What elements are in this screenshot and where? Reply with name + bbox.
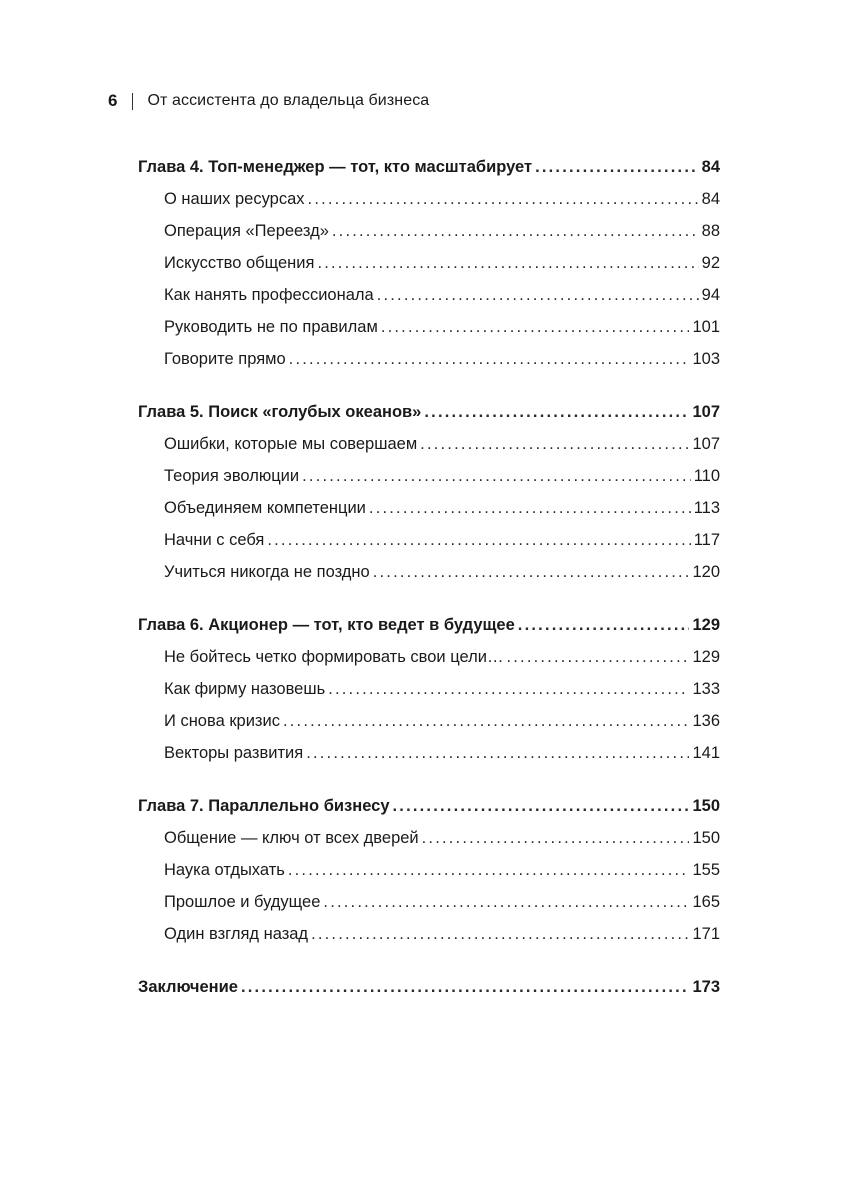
toc-chapter-heading[interactable] — [138, 971, 720, 1003]
toc-chapter-title: Заключение — [138, 978, 238, 996]
dot-leader — [302, 460, 691, 492]
toc-section[interactable] — [138, 492, 720, 524]
book-title: От ассистента до владельца бизнеса — [147, 92, 430, 109]
toc-page-number: 129 — [692, 648, 720, 666]
toc-chapter-title: Глава 4. Топ-менеджер — тот, кто масштабирует — [138, 158, 533, 176]
toc-chapter-title: Глава 7. Параллельно бизнесу — [138, 797, 390, 815]
toc-section[interactable] — [138, 460, 720, 492]
toc-conclusion — [138, 971, 720, 1003]
table-of-contents — [138, 151, 720, 1024]
toc-page-number: 120 — [692, 563, 720, 581]
dot-leader — [311, 918, 689, 950]
dot-leader — [267, 524, 690, 556]
dot-leader — [328, 673, 689, 705]
dot-leader — [506, 641, 689, 673]
toc-section-title: И снова кризис — [164, 712, 280, 730]
toc-chapter-heading[interactable] — [138, 790, 720, 822]
toc-section-title: Операция «Переезд» — [164, 222, 329, 240]
toc-section-title: Руководить не по правилам — [164, 318, 378, 336]
dot-leader — [332, 215, 699, 247]
dot-leader — [323, 886, 689, 918]
toc-section[interactable] — [138, 183, 720, 215]
toc-section-title: Общение — ключ от всех дверей — [164, 829, 419, 847]
toc-chapter-heading[interactable] — [138, 609, 720, 641]
toc-page-number: 141 — [692, 744, 720, 762]
dot-leader — [422, 822, 690, 854]
toc-section[interactable] — [138, 247, 720, 279]
toc-section-title: Наука отдыхать — [164, 861, 285, 879]
toc-page-number: 117 — [693, 531, 720, 549]
dot-leader — [308, 183, 699, 215]
toc-page-number: 129 — [692, 616, 720, 634]
toc-section-title: Один взгляд назад — [164, 925, 309, 943]
toc-section[interactable] — [138, 737, 720, 769]
toc-page-number: 92 — [701, 254, 720, 272]
toc-page-number: 150 — [692, 829, 720, 847]
toc-section-title: Не бойтесь четко формировать свои цели… — [164, 648, 504, 666]
page-number: 6 — [108, 91, 118, 110]
toc-section[interactable] — [138, 215, 720, 247]
toc-section[interactable] — [138, 428, 720, 460]
dot-leader — [373, 556, 690, 588]
dot-leader — [518, 609, 690, 641]
toc-page-number: 107 — [692, 435, 720, 453]
dot-leader — [241, 971, 690, 1003]
dot-leader — [420, 428, 689, 460]
toc-page-number: 155 — [692, 861, 720, 879]
toc-section-title: Векторы развития — [164, 744, 304, 762]
toc-section[interactable] — [138, 343, 720, 375]
running-head — [108, 89, 429, 113]
toc-section[interactable] — [138, 918, 720, 950]
toc-chapter-heading[interactable] — [138, 151, 720, 183]
toc-chapter-4 — [138, 151, 720, 375]
dot-leader — [306, 737, 689, 769]
toc-section[interactable] — [138, 673, 720, 705]
dot-leader — [369, 492, 691, 524]
toc-page-number: 84 — [701, 158, 720, 176]
dot-leader — [377, 279, 699, 311]
toc-section-title: Прошлое и будущее — [164, 893, 321, 911]
toc-page-number: 107 — [692, 403, 720, 421]
toc-page-number: 110 — [693, 467, 720, 485]
toc-chapter-6 — [138, 609, 720, 769]
toc-section[interactable] — [138, 886, 720, 918]
toc-section-title: Теория эволюции — [164, 467, 300, 485]
toc-page-number: 113 — [693, 499, 720, 517]
dot-leader — [283, 705, 690, 737]
header-divider — [132, 93, 133, 110]
toc-chapter-heading[interactable] — [138, 396, 720, 428]
dot-leader — [424, 396, 689, 428]
toc-section-title: Искусство общения — [164, 254, 315, 272]
toc-section[interactable] — [138, 311, 720, 343]
toc-chapter-title: Глава 6. Акционер — тот, кто ведет в будущее — [138, 616, 515, 634]
toc-section[interactable] — [138, 279, 720, 311]
toc-page-number: 103 — [692, 350, 720, 368]
toc-section-title: О наших ресурсах — [164, 190, 305, 208]
toc-page-number: 171 — [692, 925, 720, 943]
toc-section-title: Как фирму назовешь — [164, 680, 326, 698]
toc-page-number: 136 — [692, 712, 720, 730]
toc-section[interactable] — [138, 705, 720, 737]
toc-section-title: Объединяем компетенции — [164, 499, 366, 517]
toc-section[interactable] — [138, 641, 720, 673]
toc-page-number: 150 — [692, 797, 720, 815]
dot-leader — [535, 151, 699, 183]
toc-section-title: Начни с себя — [164, 531, 265, 549]
toc-section[interactable] — [138, 854, 720, 886]
toc-page-number: 133 — [692, 680, 720, 698]
toc-page-number: 165 — [692, 893, 720, 911]
toc-chapter-5 — [138, 396, 720, 588]
toc-page-number: 101 — [692, 318, 720, 336]
dot-leader — [393, 790, 690, 822]
toc-page-number: 88 — [701, 222, 720, 240]
toc-page-number: 94 — [701, 286, 720, 304]
toc-chapter-title: Глава 5. Поиск «голубых океанов» — [138, 403, 422, 421]
toc-section[interactable] — [138, 822, 720, 854]
toc-section-title: Учиться никогда не поздно — [164, 563, 370, 581]
dot-leader — [288, 854, 690, 886]
dot-leader — [317, 247, 698, 279]
toc-page-number: 173 — [692, 978, 720, 996]
toc-section[interactable] — [138, 556, 720, 588]
dot-leader — [289, 343, 690, 375]
toc-page-number: 84 — [701, 190, 720, 208]
dot-leader — [381, 311, 690, 343]
toc-section[interactable] — [138, 524, 720, 556]
toc-chapter-7 — [138, 790, 720, 950]
toc-section-title: Ошибки, которые мы совершаем — [164, 435, 418, 453]
toc-section-title: Говорите прямо — [164, 350, 286, 368]
toc-section-title: Как нанять профессионала — [164, 286, 374, 304]
